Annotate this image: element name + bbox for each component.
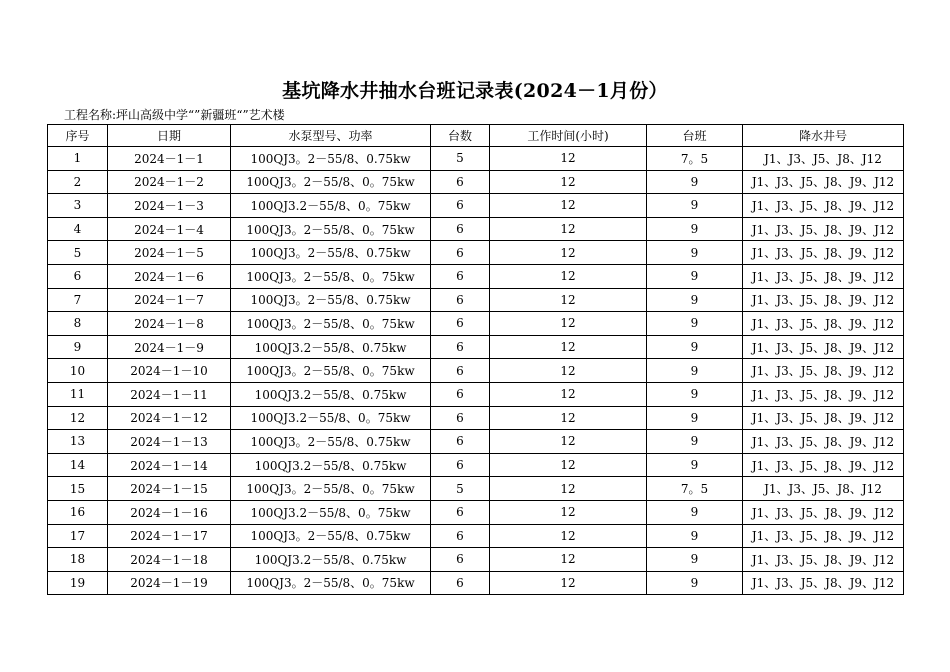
cell-unit-count: 6 — [431, 382, 490, 406]
cell-date: 2024－1－12 — [108, 406, 231, 430]
page-title: 基坑降水井抽水台班记录表(2024－1月份） — [282, 80, 668, 102]
cell-date: 2024－1－16 — [108, 500, 231, 524]
cell-date: 2024－1－4 — [108, 217, 231, 241]
cell-pump-model: 100QJ3.2－55/8、0.75kw — [231, 382, 431, 406]
cell-well-numbers: J1、J3、J5、J8、J9、J12 — [743, 382, 904, 406]
table-row — [48, 264, 904, 288]
cell-work-hours: 12 — [490, 477, 647, 501]
cell-shifts: 9 — [647, 524, 743, 548]
cell-work-hours: 12 — [490, 335, 647, 359]
cell-work-hours: 12 — [490, 217, 647, 241]
cell-shifts: 9 — [647, 194, 743, 218]
cell-index: 11 — [48, 382, 108, 406]
cell-date: 2024－1－5 — [108, 241, 231, 265]
table-row — [48, 194, 904, 218]
cell-date: 2024－1－17 — [108, 524, 231, 548]
cell-date: 2024－1－13 — [108, 430, 231, 454]
cell-work-hours: 12 — [490, 453, 647, 477]
cell-index: 3 — [48, 194, 108, 218]
cell-shifts: 9 — [647, 241, 743, 265]
pumping-record-table — [47, 124, 904, 595]
cell-unit-count: 6 — [431, 170, 490, 194]
cell-pump-model: 100QJ3。2－55/8、0.75kw — [231, 524, 431, 548]
cell-well-numbers: J1、J3、J5、J8、J9、J12 — [743, 359, 904, 383]
cell-well-numbers: J1、J3、J5、J8、J9、J12 — [743, 524, 904, 548]
cell-index: 7 — [48, 288, 108, 312]
cell-unit-count: 6 — [431, 359, 490, 383]
cell-date: 2024－1－19 — [108, 571, 231, 595]
table-row — [48, 382, 904, 406]
cell-work-hours: 12 — [490, 500, 647, 524]
table-row — [48, 359, 904, 383]
cell-shifts: 9 — [647, 312, 743, 336]
cell-work-hours: 12 — [490, 312, 647, 336]
cell-shifts: 9 — [647, 359, 743, 383]
table-row — [48, 312, 904, 336]
cell-pump-model: 100QJ3。2－55/8、0.75kw — [231, 288, 431, 312]
cell-index: 10 — [48, 359, 108, 383]
cell-pump-model: 100QJ3.2－55/8、0。75kw — [231, 500, 431, 524]
cell-shifts: 9 — [647, 500, 743, 524]
cell-unit-count: 6 — [431, 571, 490, 595]
header-index: 序号 — [48, 125, 108, 147]
cell-shifts: 9 — [647, 217, 743, 241]
cell-unit-count: 6 — [431, 241, 490, 265]
cell-well-numbers: J1、J3、J5、J8、J9、J12 — [743, 453, 904, 477]
cell-work-hours: 12 — [490, 241, 647, 265]
cell-work-hours: 12 — [490, 264, 647, 288]
cell-pump-model: 100QJ3。2－55/8、0。75kw — [231, 359, 431, 383]
cell-index: 4 — [48, 217, 108, 241]
cell-pump-model: 100QJ3。2－55/8、0。75kw — [231, 170, 431, 194]
cell-shifts: 9 — [647, 335, 743, 359]
header-work-hours: 工作时间(小时) — [490, 125, 647, 147]
cell-unit-count: 6 — [431, 406, 490, 430]
cell-well-numbers: J1、J3、J5、J8、J9、J12 — [743, 194, 904, 218]
cell-work-hours: 12 — [490, 406, 647, 430]
cell-date: 2024－1－15 — [108, 477, 231, 501]
cell-index: 15 — [48, 477, 108, 501]
cell-index: 12 — [48, 406, 108, 430]
cell-work-hours: 12 — [490, 288, 647, 312]
cell-well-numbers: J1、J3、J5、J8、J9、J12 — [743, 217, 904, 241]
cell-pump-model: 100QJ3.2－55/8、0.75kw — [231, 335, 431, 359]
cell-shifts: 9 — [647, 453, 743, 477]
cell-index: 13 — [48, 430, 108, 454]
cell-date: 2024－1－7 — [108, 288, 231, 312]
cell-index: 17 — [48, 524, 108, 548]
cell-index: 1 — [48, 147, 108, 171]
table-row — [48, 147, 904, 171]
cell-unit-count: 6 — [431, 335, 490, 359]
cell-work-hours: 12 — [490, 194, 647, 218]
cell-index: 14 — [48, 453, 108, 477]
cell-pump-model: 100QJ3。2－55/8、0.75kw — [231, 147, 431, 171]
cell-well-numbers: J1、J3、J5、J8、J9、J12 — [743, 548, 904, 572]
cell-pump-model: 100QJ3。2－55/8、0。75kw — [231, 217, 431, 241]
cell-date: 2024－1－1 — [108, 147, 231, 171]
table-row — [48, 453, 904, 477]
cell-date: 2024－1－3 — [108, 194, 231, 218]
cell-unit-count: 6 — [431, 430, 490, 454]
cell-date: 2024－1－9 — [108, 335, 231, 359]
cell-well-numbers: J1、J3、J5、J8、J9、J12 — [743, 312, 904, 336]
table-row — [48, 548, 904, 572]
table-row — [48, 524, 904, 548]
cell-pump-model: 100QJ3.2－55/8、0.75kw — [231, 548, 431, 572]
cell-pump-model: 100QJ3.2－55/8、0。75kw — [231, 194, 431, 218]
cell-date: 2024－1－6 — [108, 264, 231, 288]
cell-pump-model: 100QJ3.2－55/8、0。75kw — [231, 406, 431, 430]
cell-index: 9 — [48, 335, 108, 359]
table-row — [48, 571, 904, 595]
cell-index: 19 — [48, 571, 108, 595]
cell-pump-model: 100QJ3。2－55/8、0.75kw — [231, 241, 431, 265]
cell-work-hours: 12 — [490, 382, 647, 406]
table-row — [48, 430, 904, 454]
cell-work-hours: 12 — [490, 548, 647, 572]
cell-index: 8 — [48, 312, 108, 336]
cell-unit-count: 6 — [431, 264, 490, 288]
cell-work-hours: 12 — [490, 524, 647, 548]
cell-shifts: 7。5 — [647, 147, 743, 171]
cell-shifts: 7。5 — [647, 477, 743, 501]
cell-work-hours: 12 — [490, 571, 647, 595]
project-name: 工程名称:坪山高级中学“”新疆班“”艺术楼 — [64, 108, 285, 122]
cell-well-numbers: J1、J3、J5、J8、J9、J12 — [743, 170, 904, 194]
cell-well-numbers: J1、J3、J5、J8、J9、J12 — [743, 335, 904, 359]
table-row — [48, 241, 904, 265]
cell-unit-count: 6 — [431, 548, 490, 572]
cell-pump-model: 100QJ3。2－55/8、0。75kw — [231, 571, 431, 595]
cell-index: 6 — [48, 264, 108, 288]
table-row — [48, 335, 904, 359]
cell-date: 2024－1－14 — [108, 453, 231, 477]
cell-index: 2 — [48, 170, 108, 194]
table-header-row — [48, 125, 904, 147]
cell-well-numbers: J1、J3、J5、J8、J9、J12 — [743, 500, 904, 524]
cell-unit-count: 6 — [431, 500, 490, 524]
cell-work-hours: 12 — [490, 147, 647, 171]
table-row — [48, 500, 904, 524]
cell-date: 2024－1－2 — [108, 170, 231, 194]
cell-well-numbers: J1、J3、J5、J8、J9、J12 — [743, 571, 904, 595]
header-pump-model: 水泵型号、功率 — [231, 125, 431, 147]
cell-pump-model: 100QJ3。2－55/8、0。75kw — [231, 264, 431, 288]
table-row — [48, 217, 904, 241]
cell-well-numbers: J1、J3、J5、J8、J9、J12 — [743, 264, 904, 288]
table-row — [48, 477, 904, 501]
cell-shifts: 9 — [647, 548, 743, 572]
cell-unit-count: 6 — [431, 217, 490, 241]
cell-index: 18 — [48, 548, 108, 572]
cell-shifts: 9 — [647, 406, 743, 430]
header-well-numbers: 降水井号 — [743, 125, 904, 147]
table-row — [48, 288, 904, 312]
cell-work-hours: 12 — [490, 170, 647, 194]
cell-shifts: 9 — [647, 170, 743, 194]
cell-pump-model: 100QJ3。2－55/8、0。75kw — [231, 477, 431, 501]
cell-shifts: 9 — [647, 571, 743, 595]
cell-pump-model: 100QJ3。2－55/8、0.75kw — [231, 430, 431, 454]
cell-shifts: 9 — [647, 382, 743, 406]
cell-work-hours: 12 — [490, 430, 647, 454]
cell-date: 2024－1－10 — [108, 359, 231, 383]
cell-unit-count: 5 — [431, 147, 490, 171]
cell-pump-model: 100QJ3.2－55/8、0.75kw — [231, 453, 431, 477]
table-body — [48, 147, 904, 595]
header-date: 日期 — [108, 125, 231, 147]
cell-unit-count: 6 — [431, 288, 490, 312]
cell-well-numbers: J1、J3、J5、J8、J9、J12 — [743, 241, 904, 265]
table-row — [48, 170, 904, 194]
cell-shifts: 9 — [647, 264, 743, 288]
header-unit-count: 台数 — [431, 125, 490, 147]
cell-date: 2024－1－11 — [108, 382, 231, 406]
cell-index: 16 — [48, 500, 108, 524]
cell-date: 2024－1－8 — [108, 312, 231, 336]
cell-well-numbers: J1、J3、J5、J8、J9、J12 — [743, 430, 904, 454]
cell-well-numbers: J1、J3、J5、J8、J9、J12 — [743, 406, 904, 430]
cell-unit-count: 6 — [431, 524, 490, 548]
cell-unit-count: 6 — [431, 453, 490, 477]
cell-date: 2024－1－18 — [108, 548, 231, 572]
header-shifts: 台班 — [647, 125, 743, 147]
cell-well-numbers: J1、J3、J5、J8、J9、J12 — [743, 288, 904, 312]
cell-pump-model: 100QJ3。2－55/8、0。75kw — [231, 312, 431, 336]
cell-shifts: 9 — [647, 430, 743, 454]
cell-well-numbers: J1、J3、J5、J8、J12 — [743, 477, 904, 501]
cell-well-numbers: J1、J3、J5、J8、J12 — [743, 147, 904, 171]
cell-index: 5 — [48, 241, 108, 265]
cell-shifts: 9 — [647, 288, 743, 312]
cell-unit-count: 6 — [431, 194, 490, 218]
cell-unit-count: 6 — [431, 312, 490, 336]
cell-work-hours: 12 — [490, 359, 647, 383]
table-row — [48, 406, 904, 430]
cell-unit-count: 5 — [431, 477, 490, 501]
